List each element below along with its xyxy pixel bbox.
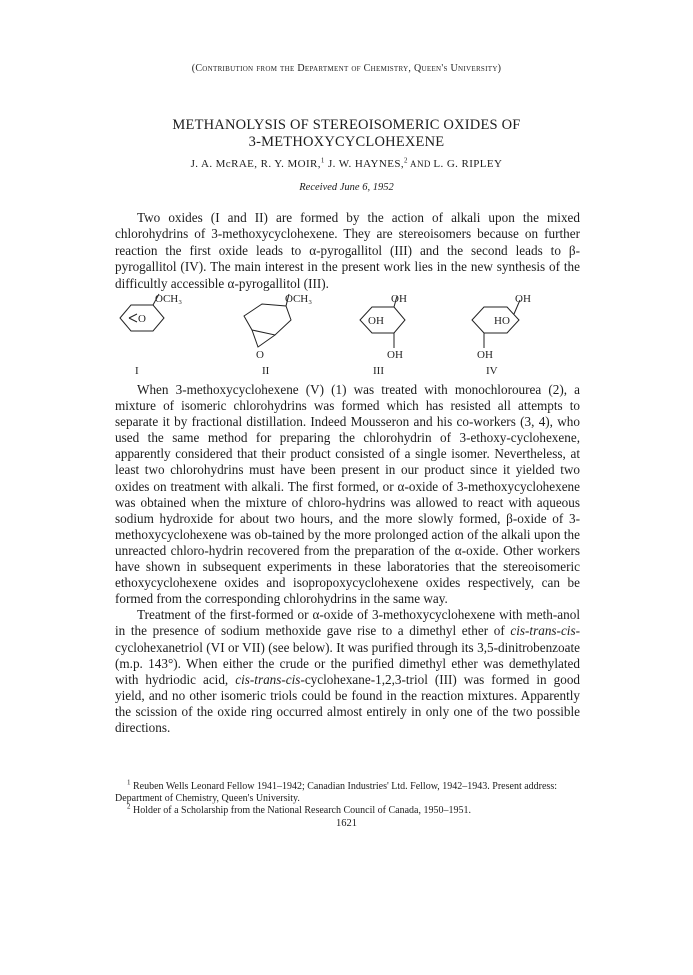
author-list <box>0 158 693 170</box>
footnote-2 <box>115 805 580 817</box>
title-line-1: METHANOLYSIS OF STEREOISOMERIC OXIDES OF <box>172 117 521 133</box>
struct-III-numeral: III <box>373 365 384 377</box>
structure-figure <box>115 292 580 378</box>
struct-III-bottom-label: OH <box>387 349 403 361</box>
struct-I-ring-label: O <box>138 313 146 325</box>
author-group-3: L. G. RIPLEY <box>433 158 503 170</box>
struct-IV-ring-label: HO <box>494 315 510 327</box>
paragraph-1: When 3-methoxycyclohexene (V) (1) was treated with monochlorourea (2), a mixture of isomeric chlorohydrins was formed which has resisted all attempts to separate it by fractional distillation. Indeed Mousseron and his co-workers (3, 4), who used the same method for preparing the chlorohydrin of 3-ethoxy-cyclohexene, apparently considered that their product consisted of a single isomer. Nevertheless, at least two chlorohydrins must have been present in our product since it yielded two oxides on treatment with alkali. The first formed, or α-oxide of 3-methoxycyclohexene was obtained when the mixture of chloro-hydrins was allowed to react with aqueous sodium hydroxide for about two hours, and the more slowly formed, β-oxide of 3-methoxycyclohexene was ob-tained by the more prolonged action of the alkali upon the unreacted chloro-hydrin recovered from the preparation of the α-oxide. Other workers have shown in subsequent experiments in these laboratories that the stereoisomeric ethoxycyclohexene oxides and isopropoxycyclohexene oxides respectively, can be formed from the corresponding chlorohydrins in the same way. <box>115 382 580 607</box>
page-number: 1621 <box>336 818 357 829</box>
author-group-1: J. A. McRAE, R. Y. MOIR, <box>190 158 321 170</box>
title-line-2: 3-METHOXYCYCLOHEXENE <box>248 134 445 150</box>
body-text <box>115 382 580 736</box>
struct-IV-bottom-label: OH <box>477 349 493 361</box>
received-date: Received June 6, 1952 <box>299 182 394 193</box>
struct-III-ring-label: OH <box>368 315 384 327</box>
struct-I-numeral: I <box>135 365 139 377</box>
contribution-header: (Contribution from the Department of Chemistry, Queen's University) <box>191 63 502 74</box>
struct-IV-top-label: OH <box>515 293 531 305</box>
article-title <box>0 117 693 151</box>
footnote-ref-1: 1 <box>320 156 325 165</box>
struct-I-top-label: OCH₃ <box>155 293 183 305</box>
structure-diagram <box>115 292 580 378</box>
struct-III-top-label: OH <box>391 293 407 305</box>
struct-IV-numeral: IV <box>486 365 498 377</box>
footnote-1-mark: 1 <box>127 778 131 787</box>
struct-II-numeral: II <box>262 365 270 377</box>
author-group-2: J. W. HAYNES, <box>324 158 404 170</box>
stereo-descriptor-1: cis-trans-cis <box>510 623 576 639</box>
footnote-ref-2: 2 <box>404 156 408 165</box>
struct-II-top-label: OCH₃ <box>285 293 313 305</box>
struct-II-bottom-label: O <box>256 349 264 361</box>
footnote-2-mark: 2 <box>127 803 131 812</box>
author-conjunction: AND <box>407 159 434 169</box>
stereo-descriptor-2: cis-trans-cis <box>235 671 301 687</box>
footnote-1 <box>115 778 580 805</box>
abstract: Two oxides (I and II) are formed by the action of alkali upon the mixed chlorohydrins of 3-methoxycyclohexene. They are stereoisomers because on further reaction the first oxide leads to α-pyrogallitol (III) and the second leads to β-pyrogallitol (IV). The main interest in the present work lies in the new synthesis of the difficultly accessible α-pyrogallitol (III). <box>115 210 580 291</box>
epoxide-bond-I <box>129 314 137 322</box>
paragraph-2 <box>115 607 580 736</box>
paragraph-2-part-3: -cyclohexane-1,2,3-triol (III) was formed in good yield, and no other isomeric triols could be found in the reaction mixtures. Apparently the scission of the oxide ring occurred almost entirely in only one of the two possible directions. <box>115 671 581 735</box>
ring-II <box>244 304 291 335</box>
paragraph-2-part-1: Treatment of the first-formed or α-oxide of 3-methoxycyclohexene with meth-anol in the presence of sodium methoxide gave rise to a dimethyl ether of <box>115 607 580 639</box>
footnote-2-text: Holder of a Scholarship from the National Research Council of Canada, 1950–1951. <box>130 805 471 817</box>
paragraph-2-part-2: -cyclohexanetriol (VI or VII) (see below). It was purified through its 3,5-dinitrobenzoate (m.p. 143°). When either the crude or the purified dimethyl ether was demethylated with hydriodic acid, <box>115 623 580 687</box>
footnote-1-text: Reuben Wells Leonard Fellow 1941–1942; Canadian Industries' Ltd. Fellow, 1942–1943. Present address: Department of Chemistry, Queen's University. <box>115 781 557 805</box>
footnotes <box>115 778 580 818</box>
